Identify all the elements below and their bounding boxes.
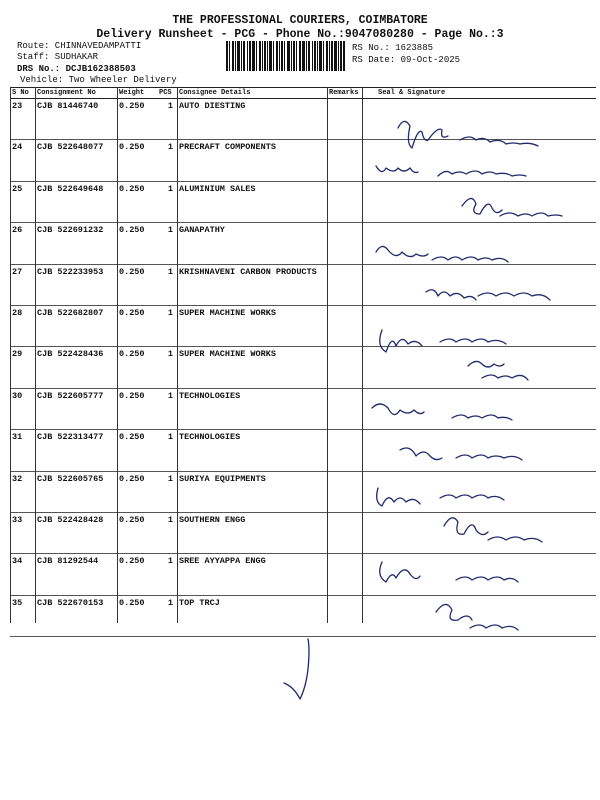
cell-weight: 0.250	[117, 305, 157, 346]
col-remarks-header: Remarks	[327, 88, 362, 99]
signature-scribble	[426, 290, 476, 300]
cell-pcs: 1	[157, 471, 177, 512]
cell-sno: 25	[10, 181, 35, 222]
cell-consignment: CJB 522691232	[35, 223, 117, 264]
col-weight-header: Weight	[117, 88, 157, 99]
signature-scribble	[456, 455, 522, 460]
cell-consignee: KRISHNAVENI CARBON PRODUCTS	[177, 264, 327, 305]
cell-weight: 0.250	[117, 471, 157, 512]
cell-sno: 32	[10, 471, 35, 512]
signature-scribble	[400, 448, 442, 460]
cell-weight: 0.250	[117, 347, 157, 388]
cell-weight: 0.250	[117, 264, 157, 305]
cell-weight: 0.250	[117, 512, 157, 553]
signature-scribble	[452, 415, 512, 420]
cell-sno: 33	[10, 512, 35, 553]
signature-scribble	[438, 171, 526, 176]
cell-weight: 0.250	[117, 595, 157, 636]
signature-scribble	[488, 537, 542, 542]
cell-pcs: 1	[157, 305, 177, 346]
signature-scribble	[478, 293, 550, 300]
route-label: Route: CHINNAVEDAMPATTI	[17, 41, 142, 51]
cell-pcs: 1	[157, 223, 177, 264]
cell-consignment: CJB 522428436	[35, 347, 117, 388]
cell-pcs: 1	[157, 99, 177, 140]
drs-number: DRS No.: DCJB162388503	[17, 64, 136, 74]
signature-scribble	[462, 198, 502, 214]
cell-pcs: 1	[157, 554, 177, 595]
signature-scribble	[444, 518, 488, 535]
cell-consignee: ALUMINIUM SALES	[177, 181, 327, 222]
signature-scribble	[380, 330, 422, 352]
cell-consignment: CJB 522682807	[35, 305, 117, 346]
signature-scribble	[482, 375, 528, 380]
cell-consignment: CJB 522670153	[35, 595, 117, 636]
signature-scribble	[440, 339, 506, 344]
cell-consignment: CJB 522233953	[35, 264, 117, 305]
cell-consignee: GANAPATHY	[177, 223, 327, 264]
cell-consignee: TOP TRCJ	[177, 595, 327, 636]
cell-pcs: 1	[157, 512, 177, 553]
signature-scribble	[377, 488, 420, 506]
cell-weight: 0.250	[117, 388, 157, 429]
cell-pcs: 1	[157, 264, 177, 305]
cell-weight: 0.250	[117, 140, 157, 181]
cell-weight: 0.250	[117, 181, 157, 222]
rs-number: RS No.: 1623885	[352, 43, 434, 53]
cell-sno: 35	[10, 595, 35, 636]
company-title: THE PROFESSIONAL COURIERS, COIMBATORE	[172, 14, 428, 27]
vehicle-label: Vehicle: Two Wheeler Delivery	[20, 75, 177, 85]
cell-consignment: CJB 522605765	[35, 471, 117, 512]
cell-consignee: SURIYA EQUIPMENTS	[177, 471, 327, 512]
cell-sno: 26	[10, 223, 35, 264]
cell-consignment: CJB 81446740	[35, 99, 117, 140]
cell-sno: 24	[10, 140, 35, 181]
cell-sno: 23	[10, 99, 35, 140]
signature-scribble	[460, 137, 538, 146]
runsheet-subtitle: Delivery Runsheet - PCG - Phone No.:9047080280 - Page No.:3	[96, 28, 504, 41]
cell-sno: 27	[10, 264, 35, 305]
rs-date: RS Date: 09-Oct-2025	[352, 55, 461, 65]
cell-consignee: SOUTHERN ENGG	[177, 512, 327, 553]
signature-scribble	[398, 121, 448, 148]
signature-scribble	[376, 166, 418, 173]
staff-label: Staff: SUDHAKAR	[17, 52, 99, 62]
cell-pcs: 1	[157, 430, 177, 471]
signature-scribble	[376, 246, 428, 256]
cell-weight: 0.250	[117, 223, 157, 264]
cell-consignment: CJB 522313477	[35, 430, 117, 471]
cell-sno: 30	[10, 388, 35, 429]
cell-consignment: CJB 522649648	[35, 181, 117, 222]
cell-sno: 29	[10, 347, 35, 388]
col-pcs-header: PCS	[157, 88, 177, 99]
cell-consignee: PRECRAFT COMPONENTS	[177, 140, 327, 181]
cell-sno: 31	[10, 430, 35, 471]
signature-scribble	[380, 562, 420, 582]
cell-consignee: TECHNOLOGIES	[177, 430, 327, 471]
signature-scribble	[468, 361, 504, 367]
cell-pcs: 1	[157, 595, 177, 636]
signature-scribble	[500, 213, 562, 216]
col-seal-header: Seal & Signature	[362, 88, 596, 99]
cell-consignee: SUPER MACHINE WORKS	[177, 305, 327, 346]
signature-scribble	[440, 495, 504, 500]
signature-scribble	[284, 639, 309, 699]
cell-sno: 28	[10, 305, 35, 346]
cell-sno: 34	[10, 554, 35, 595]
cell-consignee: AUTO DIESTING	[177, 99, 327, 140]
cell-pcs: 1	[157, 388, 177, 429]
cell-weight: 0.250	[117, 554, 157, 595]
cell-pcs: 1	[157, 347, 177, 388]
col-sno-header: S No	[10, 88, 35, 99]
cell-consignment: CJB 522605777	[35, 388, 117, 429]
cell-weight: 0.250	[117, 99, 157, 140]
cell-consignee: SUPER MACHINE WORKS	[177, 347, 327, 388]
cell-pcs: 1	[157, 181, 177, 222]
col-consignment-header: Consignment No	[35, 88, 117, 99]
cell-weight: 0.250	[117, 430, 157, 471]
col-consignee-header: Consignee Details	[177, 88, 327, 99]
cell-consignee: SREE AYYAPPA ENGG	[177, 554, 327, 595]
cell-consignee: TECHNOLOGIES	[177, 388, 327, 429]
signature-scribble	[432, 257, 508, 262]
cell-pcs: 1	[157, 140, 177, 181]
cell-consignment: CJB 522428428	[35, 512, 117, 553]
signature-scribble	[436, 604, 472, 620]
cell-consignment: CJB 81292544	[35, 554, 117, 595]
signature-scribble	[470, 625, 518, 630]
cell-consignment: CJB 522648077	[35, 140, 117, 181]
signature-scribble	[372, 404, 424, 415]
signature-scribble	[456, 577, 518, 582]
